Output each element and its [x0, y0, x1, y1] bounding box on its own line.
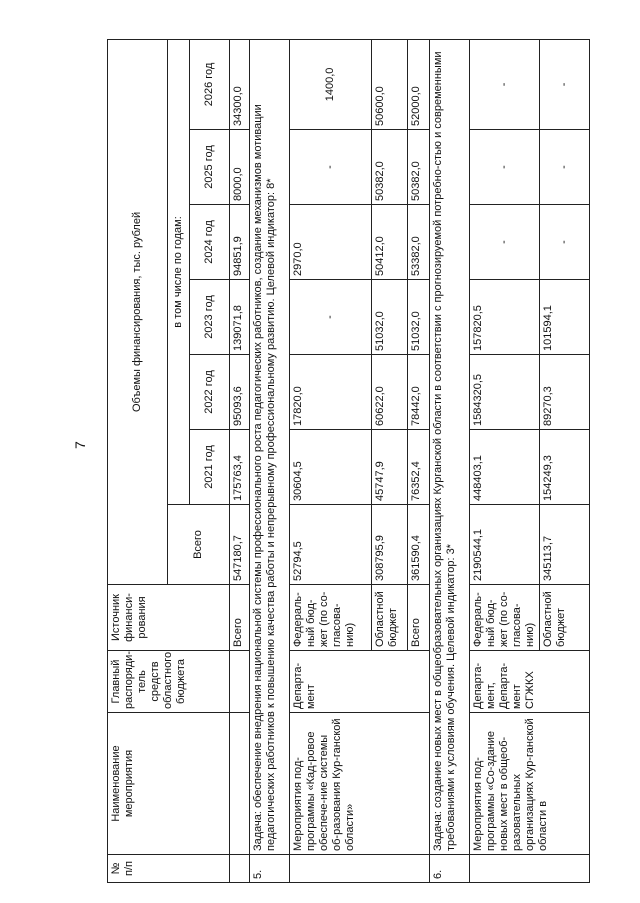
header-year: 2022 год [190, 355, 230, 430]
section-6-admin: Департа-мент, Департа-мент СГЖКХ [470, 651, 590, 713]
header-source: Источник финанси-рования [108, 585, 230, 651]
header-number: № п/п [108, 855, 230, 883]
table-value: - [540, 130, 590, 205]
header-year: 2026 год [190, 39, 230, 129]
funding-source: Областной бюджет [372, 585, 408, 651]
header-financing-volume: Объемы финансирования, тыс. рублей [108, 39, 168, 584]
table-value: 2970,0 [290, 205, 372, 280]
financing-table [107, 39, 590, 883]
table-cell [230, 651, 250, 713]
summary-value: 95093,6 [230, 355, 250, 430]
table-value: 154249,3 [540, 430, 590, 505]
header-by-years: в том числе по годам: [168, 39, 190, 504]
table-value: 101594,1 [540, 280, 590, 355]
header-year: 2025 год [190, 130, 230, 205]
table-value: 52000,0 [408, 39, 430, 129]
section-6-task-row [430, 39, 470, 882]
section-number: 5. [250, 855, 290, 883]
summary-value: 175763,4 [230, 430, 250, 505]
header-year: 2024 год [190, 205, 230, 280]
table-value: 51032,0 [372, 280, 408, 355]
summary-source: Всего [230, 585, 250, 651]
table-value: - [470, 205, 540, 280]
table-value: 448403,1 [470, 430, 540, 505]
table-value: 50600,0 [372, 39, 408, 129]
table-value: 17820,0 [290, 355, 372, 430]
table-value: - [470, 39, 540, 129]
table-value: 361590,4 [408, 505, 430, 585]
table-cell [290, 855, 430, 883]
summary-value: 139071,8 [230, 280, 250, 355]
funding-source: Федераль-ный бюд-жет (по со-гласова-нию) [470, 585, 540, 651]
section-6-task: Задача: создание новых мест в общеобразовательных организациях Курганской области в соответствии с прогнозируемой потребно-стью и современными требованиями к условиям обучения. Целевой индикатор: 3* [430, 39, 470, 854]
section-5-task-row [250, 39, 290, 882]
section-5-task: Задача: обеспечение внедрения национальной системы профессионального роста педагогических работников, создание механизмов мотивации педагогических работников к повышению качества работы и непрерывному профессиональному развитию. Целевой индикатор: 8* [250, 39, 290, 854]
summary-value: 8000,0 [230, 130, 250, 205]
rotated-table-container [107, 40, 633, 883]
table-value: - [290, 130, 372, 205]
table-value: 76352,4 [408, 430, 430, 505]
header-measure-name: Наименование мероприятия [108, 713, 230, 855]
table-value: 1584320,5 [470, 355, 540, 430]
funding-source: Областной бюджет [540, 585, 590, 651]
header-year: 2023 год [190, 280, 230, 355]
table-value: 1400,0 [290, 39, 372, 129]
header-total: Всего [168, 505, 230, 585]
summary-row [230, 39, 250, 882]
table-value: 51032,0 [408, 280, 430, 355]
table-value: 50382,0 [408, 130, 430, 205]
table-value: 50412,0 [372, 205, 408, 280]
section-number: 6. [430, 855, 470, 883]
table-value: 52794,5 [290, 505, 372, 585]
table-value: - [470, 130, 540, 205]
table-value: 45747,9 [372, 430, 408, 505]
table-value: 157820,5 [470, 280, 540, 355]
section-5-measure: Мероприятия под-программы «Кад-ровое обеспече-ние системы об-разования Кур-ганской области» [290, 713, 430, 855]
table-row [470, 39, 540, 882]
header-year: 2021 год [190, 430, 230, 505]
table-value: 345113,7 [540, 505, 590, 585]
table-value: 2190544,1 [470, 505, 540, 585]
summary-value: 34300,0 [230, 39, 250, 129]
summary-value: 547180,7 [230, 505, 250, 585]
table-value: 60622,0 [372, 355, 408, 430]
header-admin: Главный распоряди-тель средств областного бюджета [108, 651, 230, 713]
table-value: 53382,0 [408, 205, 430, 280]
table-cell [230, 713, 250, 855]
table-value: 89270,3 [540, 355, 590, 430]
funding-source: Федераль-ный бюд-жет (по со-гласова-нию) [290, 585, 372, 651]
table-row [290, 39, 372, 882]
table-value: 78442,0 [408, 355, 430, 430]
table-value: - [290, 280, 372, 355]
table-cell [470, 855, 590, 883]
section-5-admin: Департа-мент [290, 651, 430, 713]
table-value: 50382,0 [372, 130, 408, 205]
summary-value: 94851,9 [230, 205, 250, 280]
table-value: 30604,5 [290, 430, 372, 505]
table-value: - [540, 205, 590, 280]
section-6-measure: Мероприятия под-программы «Со-здание новых мест в общеоб-разовательных организациях Кур-ганской области в [470, 713, 590, 855]
table-value: - [540, 39, 590, 129]
funding-source: Всего [408, 585, 430, 651]
page-number: 7 [72, 441, 88, 449]
table-cell [230, 855, 250, 883]
table-value: 308795,9 [372, 505, 408, 585]
